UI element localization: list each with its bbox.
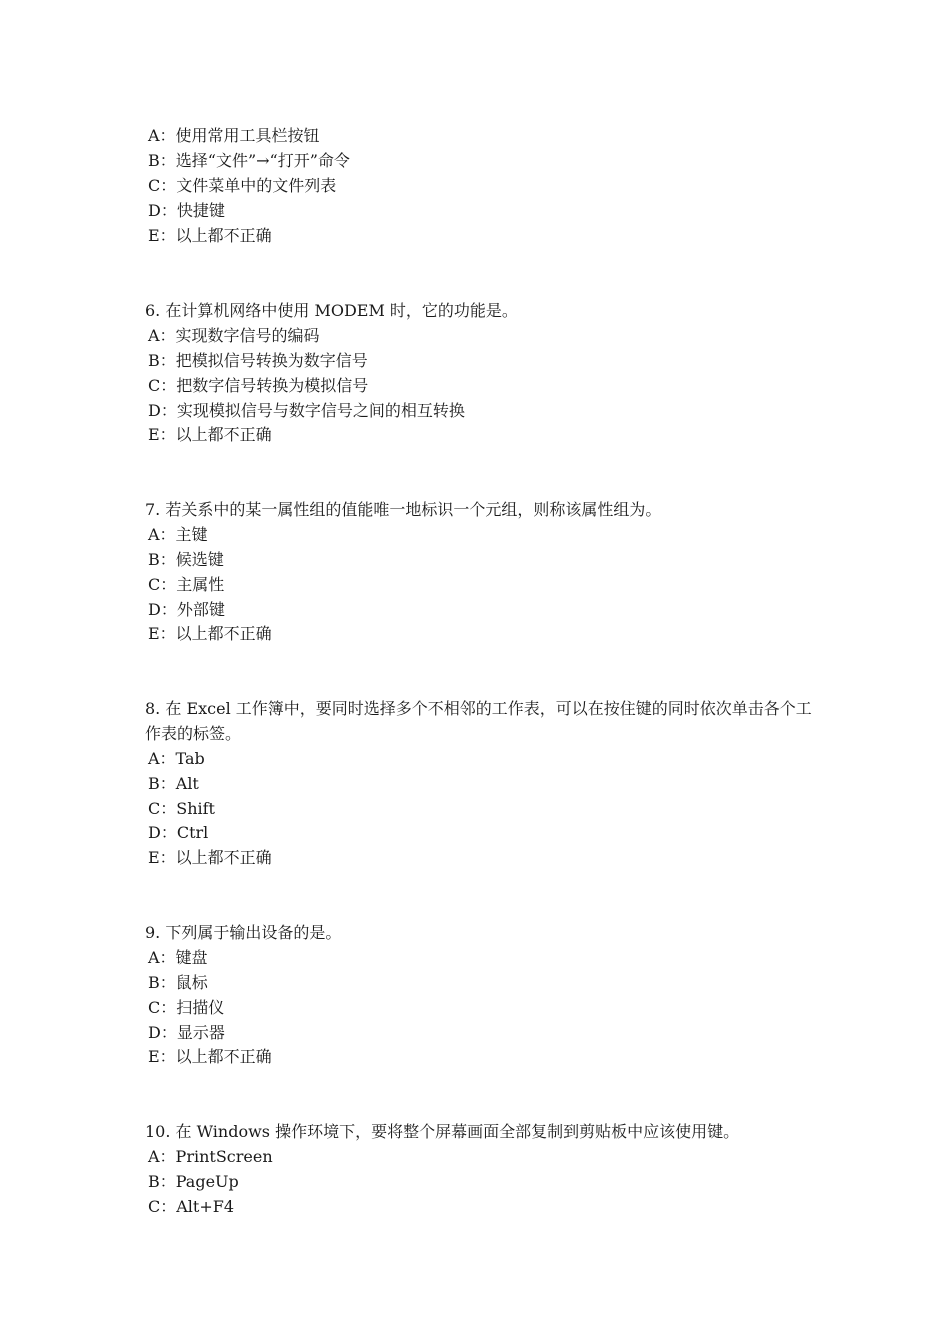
option-c: C：Alt+F4 — [148, 1196, 235, 1216]
question-stem: 8. 在 Excel 工作簿中，要同时选择多个不相邻的工作表，可以在按住键的同时依次单击各个工作表的标签。 — [145, 699, 812, 743]
option-a: A：键盘 — [148, 947, 208, 967]
question-7 — [145, 498, 815, 647]
option-a: A：Tab — [148, 748, 205, 768]
option-d: D：Ctrl — [148, 823, 209, 843]
option-a: A：PrintScreen — [148, 1146, 273, 1166]
option-e: E：以上都不正确 — [148, 225, 272, 245]
question-9 — [145, 921, 815, 1070]
question-stem: 10. 在 Windows 操作环境下，要将整个屏幕画面全部复制到剪贴板中应该使用键。 — [145, 1122, 740, 1141]
option-c: C：文件菜单中的文件列表 — [148, 175, 337, 195]
option-a: A：使用常用工具栏按钮 — [148, 126, 320, 145]
option-b: B：候选键 — [148, 549, 224, 569]
option-c: C：主属性 — [148, 574, 225, 594]
option-c: C：把数字信号转换为模拟信号 — [148, 375, 369, 395]
question-stem: 6. 在计算机网络中使用 MODEM 时，它的功能是。 — [145, 301, 518, 320]
option-a: A：实现数字信号的编码 — [148, 325, 320, 345]
option-e: E：以上都不正确 — [148, 1047, 272, 1067]
question-stem: 9. 下列属于输出设备的是。 — [145, 923, 342, 942]
option-b: B：把模拟信号转换为数字信号 — [148, 350, 368, 370]
option-a: A：主键 — [148, 524, 208, 544]
option-c: C：Shift — [148, 798, 215, 818]
question-6 — [145, 299, 815, 448]
option-b: B：PageUp — [148, 1171, 239, 1191]
option-c: C：扫描仪 — [148, 997, 225, 1017]
question-8 — [145, 697, 815, 871]
question-5-continued — [145, 124, 815, 248]
option-e: E：以上都不正确 — [148, 425, 272, 445]
option-b: B：Alt — [148, 773, 199, 793]
option-b: B：选择“文件”→“打开”命令 — [148, 150, 350, 170]
option-d: D：实现模拟信号与数字信号之间的相互转换 — [148, 400, 465, 420]
option-d: D：显示器 — [148, 1022, 225, 1042]
option-b: B：鼠标 — [148, 972, 208, 992]
option-e: E：以上都不正确 — [148, 848, 272, 868]
option-d: D：快捷键 — [148, 200, 225, 220]
question-stem: 7. 若关系中的某一属性组的值能唯一地标识一个元组，则称该属性组为。 — [145, 500, 662, 519]
option-e: E：以上都不正确 — [148, 624, 272, 644]
option-d: D：外部键 — [148, 599, 225, 619]
question-10 — [145, 1120, 815, 1220]
